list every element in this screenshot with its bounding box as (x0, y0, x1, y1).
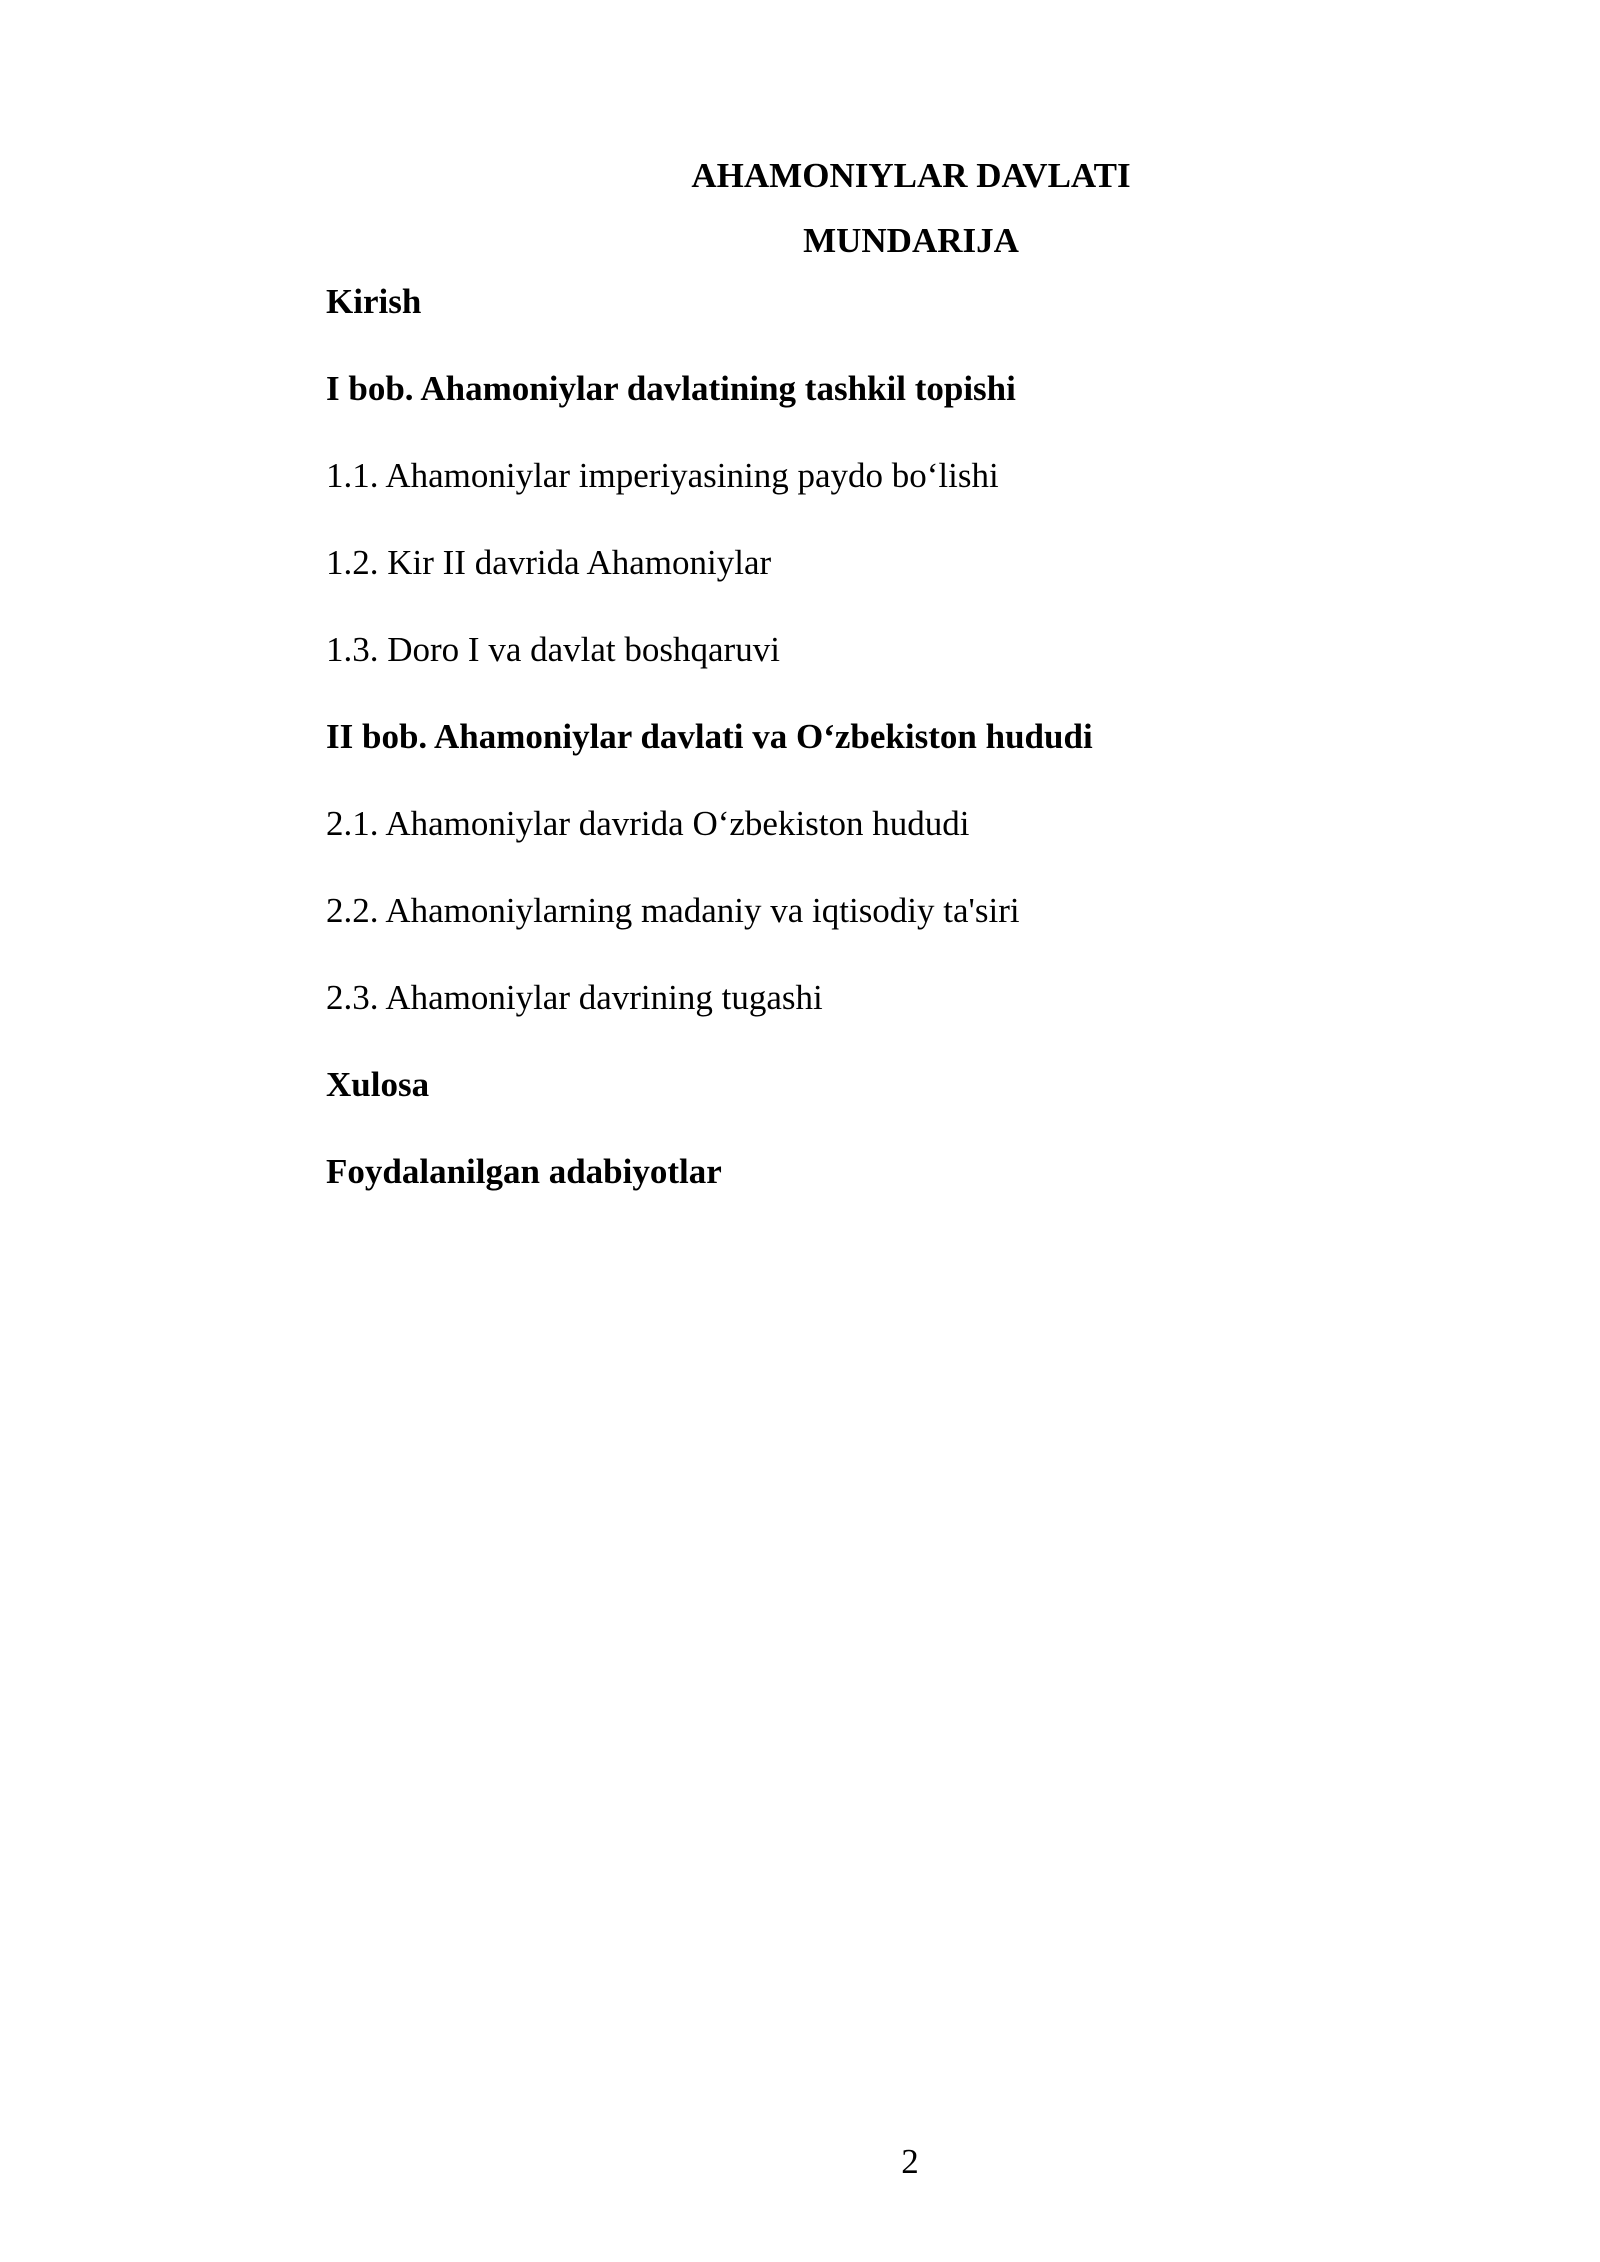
toc-heading: MUNDARIJA (803, 221, 1019, 260)
toc-item-xulosa: Xulosa (326, 1065, 430, 1104)
table-of-contents (326, 282, 1496, 1239)
toc-item-chapter-1: I bob. Ahamoniylar davlatining tashkil topishi (326, 369, 1016, 408)
document-title: AHAMONIYLAR DAVLATI (691, 156, 1131, 195)
toc-item-section-2-3: 2.3. Ahamoniylar davrining tugashi (326, 978, 823, 1017)
toc-item-section-1-3: 1.3. Doro I va davlat boshqaruvi (326, 630, 780, 669)
toc-item-section-2-2: 2.2. Ahamoniylarning madaniy va iqtisodiy ta'siri (326, 891, 1020, 930)
toc-item-adabiyotlar: Foydalanilgan adabiyotlar (326, 1152, 722, 1191)
toc-item-kirish: Kirish (326, 282, 422, 321)
toc-item-section-1-2: 1.2. Kir II davrida Ahamoniylar (326, 543, 772, 582)
toc-item-section-2-1: 2.1. Ahamoniylar davrida O‘zbekiston hududi (326, 804, 970, 843)
page-number: 2 (901, 2142, 919, 2181)
toc-item-chapter-2: II bob. Ahamoniylar davlati va O‘zbekiston hududi (326, 717, 1093, 756)
toc-item-section-1-1: 1.1. Ahamoniylar imperiyasining paydo bo‘lishi (326, 456, 999, 495)
